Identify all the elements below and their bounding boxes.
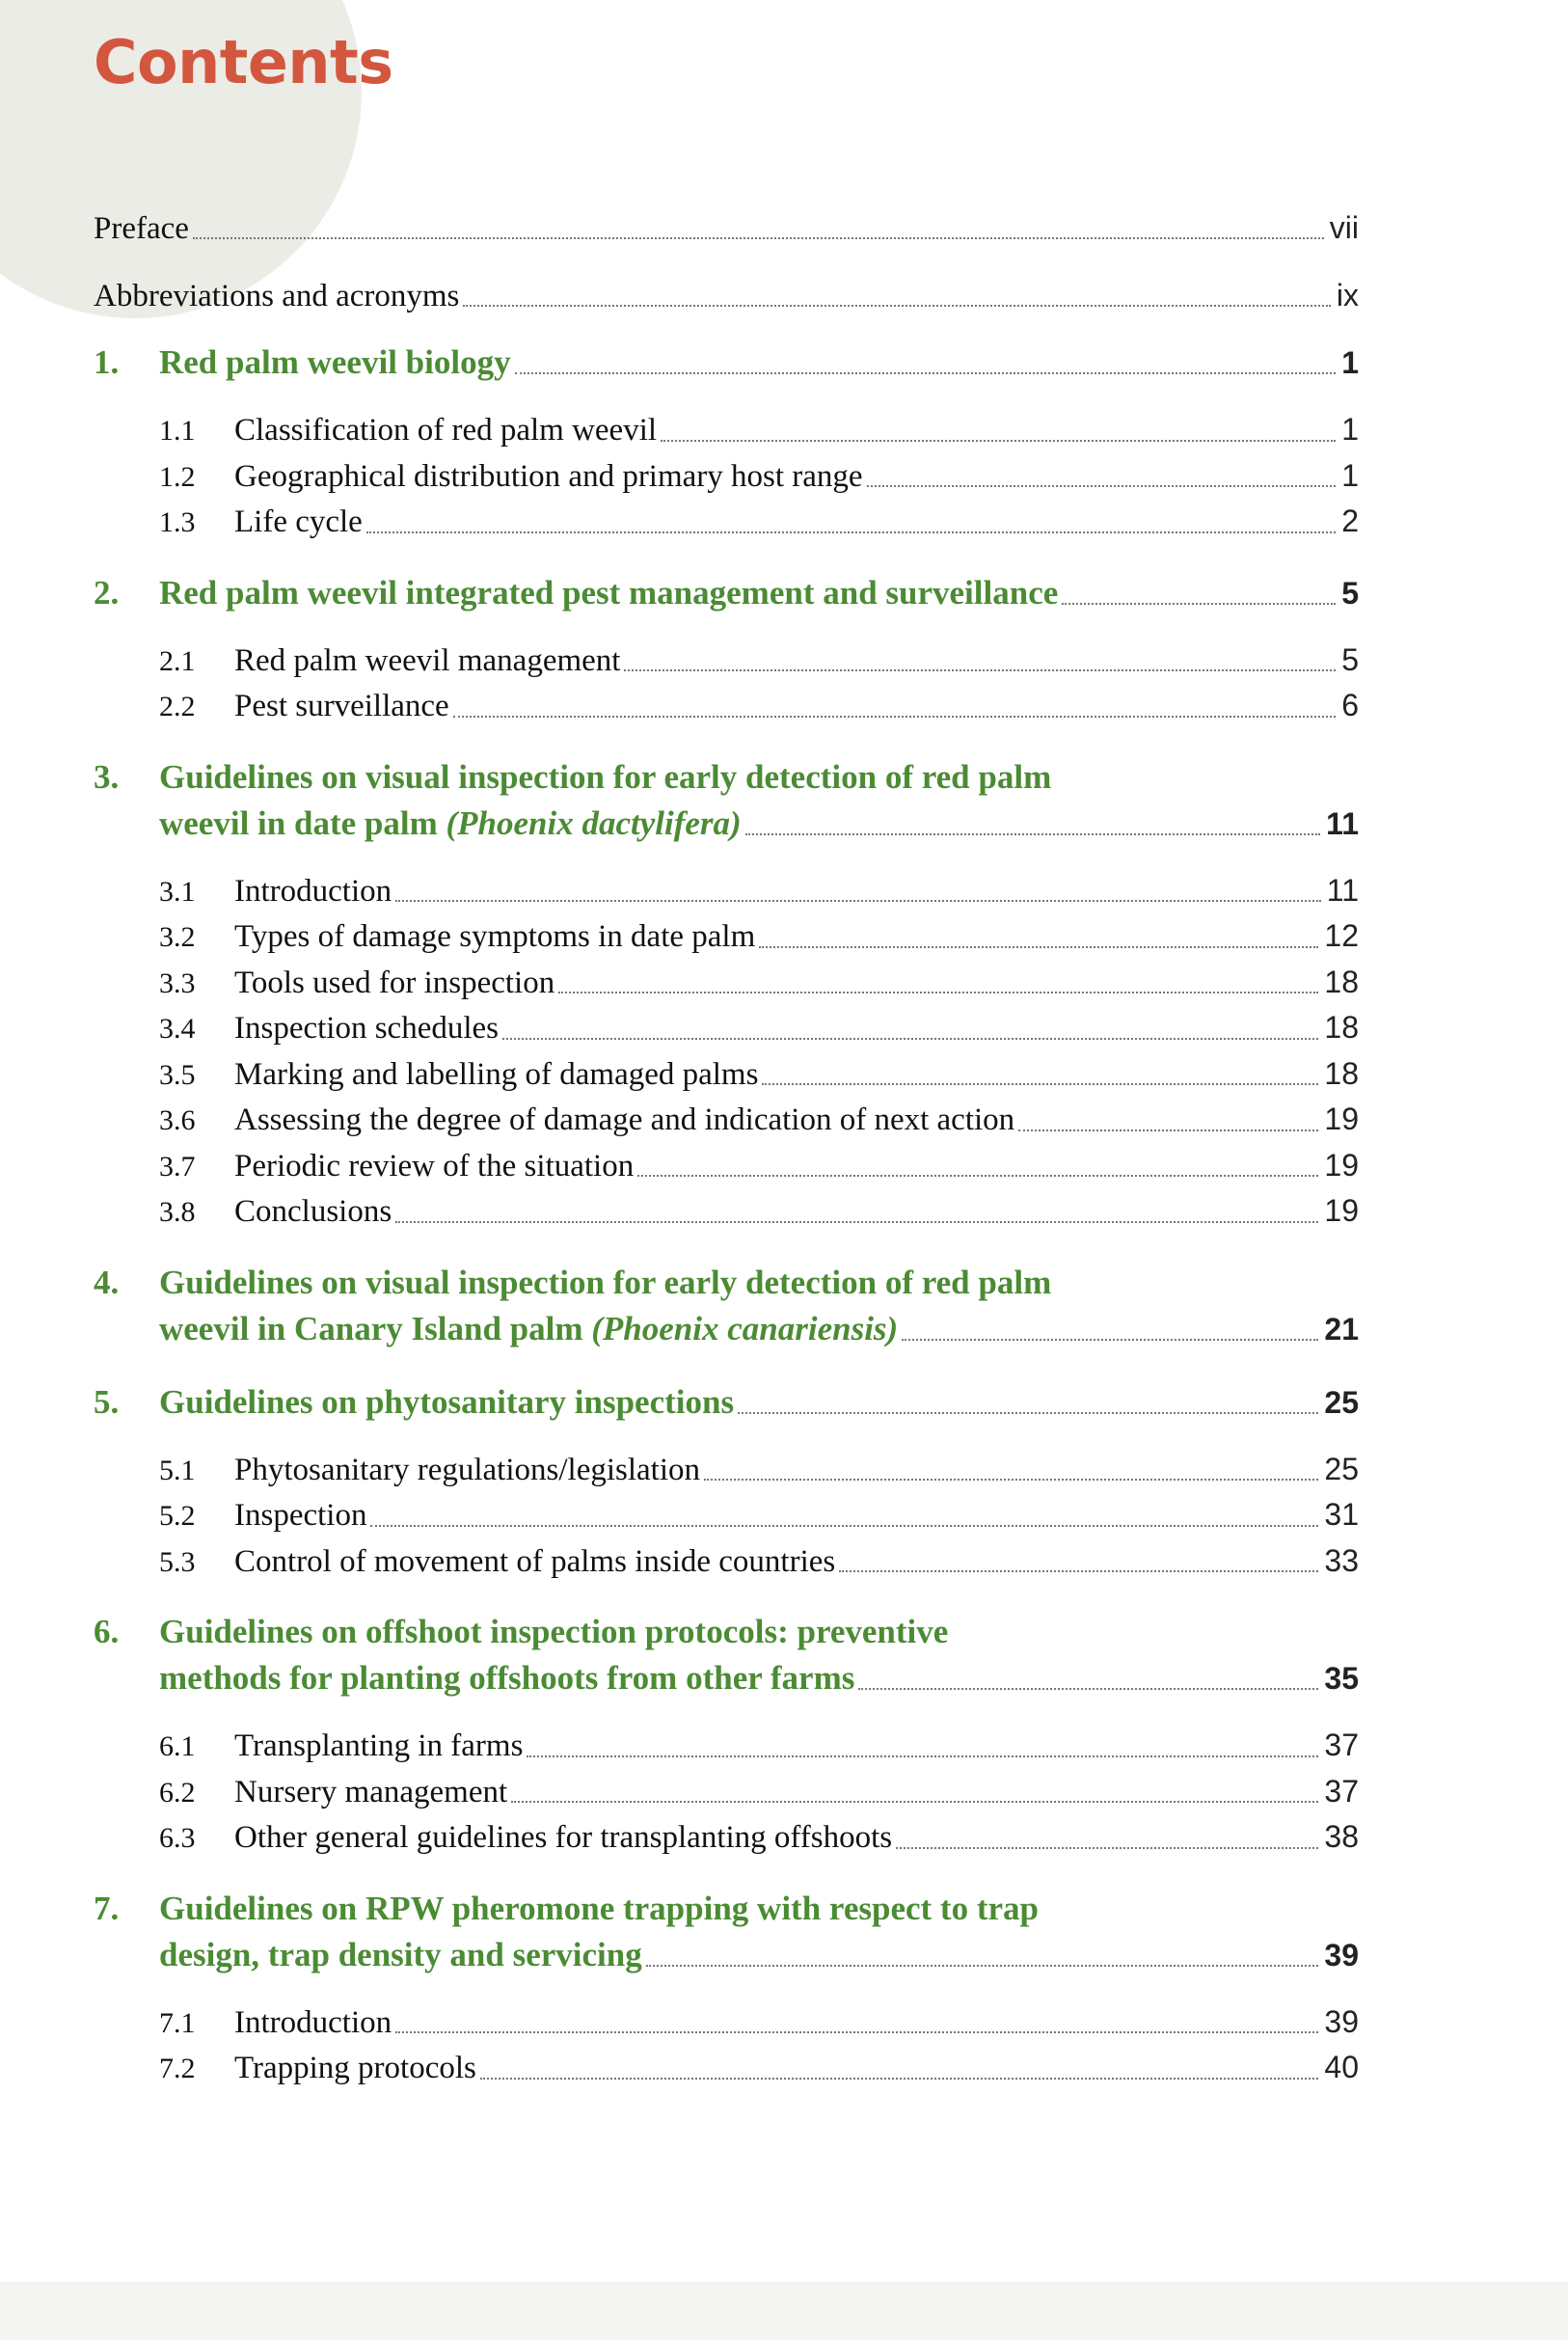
toc-page-number: 38 bbox=[1324, 1819, 1359, 1854]
toc-chapter-block bbox=[94, 754, 1359, 1235]
section-label bbox=[159, 500, 363, 546]
chapter-title-text: Red palm weevil biology bbox=[159, 343, 511, 381]
section-number: 1.3 bbox=[159, 506, 196, 538]
dot-leader bbox=[366, 531, 1336, 533]
toc-chapter-block bbox=[94, 570, 1359, 729]
toc-page-number: 1 bbox=[1341, 345, 1359, 380]
toc-page-number: 19 bbox=[1324, 1193, 1359, 1228]
dot-leader bbox=[527, 1755, 1318, 1757]
section-label bbox=[159, 1770, 507, 1816]
section-label bbox=[159, 961, 554, 1007]
dot-leader bbox=[395, 2031, 1318, 2033]
toc-section-entry[interactable] bbox=[159, 2000, 1359, 2046]
toc-section-entry[interactable] bbox=[159, 407, 1359, 453]
toc-section-entry[interactable] bbox=[159, 1005, 1359, 1051]
dot-leader bbox=[661, 440, 1336, 442]
toc-page-number: 37 bbox=[1324, 1728, 1359, 1762]
dot-leader bbox=[839, 1570, 1318, 1572]
section-number: 3.2 bbox=[159, 921, 196, 953]
toc-page-number: 11 bbox=[1326, 872, 1359, 908]
toc-section-entry[interactable] bbox=[159, 453, 1359, 500]
dot-leader bbox=[193, 237, 1324, 239]
section-number: 3.6 bbox=[159, 1104, 196, 1136]
section-number: 6.3 bbox=[159, 1822, 196, 1854]
section-number: 5.3 bbox=[159, 1545, 196, 1578]
dot-leader bbox=[704, 1479, 1318, 1481]
toc-page-number: 19 bbox=[1324, 1147, 1359, 1183]
dot-leader bbox=[395, 900, 1321, 902]
toc-page-number: ix bbox=[1336, 278, 1359, 313]
toc-chapter-entry[interactable] bbox=[94, 340, 1359, 386]
toc-section-entry[interactable] bbox=[159, 868, 1359, 914]
chapter-title bbox=[94, 1379, 734, 1426]
toc-front-entry[interactable] bbox=[94, 272, 1359, 318]
section-title-text: Introduction bbox=[234, 2004, 392, 2040]
toc-section-list bbox=[94, 638, 1359, 729]
section-number: 6.2 bbox=[159, 1776, 196, 1809]
section-label bbox=[159, 1815, 892, 1862]
toc-chapter-entry[interactable] bbox=[94, 1260, 1359, 1352]
chapter-title-line2 bbox=[94, 1306, 1359, 1352]
section-label bbox=[159, 2046, 476, 2092]
toc-chapter-block bbox=[94, 1379, 1359, 1585]
toc-page-number: 1 bbox=[1341, 457, 1359, 493]
toc-page-number: 18 bbox=[1324, 1055, 1359, 1091]
toc-entry-label: Preface bbox=[94, 211, 189, 246]
toc-section-list bbox=[94, 1447, 1359, 1585]
toc-section-entry[interactable] bbox=[159, 1814, 1359, 1861]
section-number: 3.4 bbox=[159, 1013, 196, 1045]
section-title-text: Other general guidelines for transplanting offshoots bbox=[234, 1820, 893, 1855]
chapter-title-text: Guidelines on RPW pheromone trapping with respect to trap bbox=[159, 1889, 1039, 1927]
section-label bbox=[159, 1189, 392, 1236]
section-number: 7.1 bbox=[159, 2006, 196, 2039]
chapter-number: 2. bbox=[94, 573, 120, 612]
section-label bbox=[159, 914, 755, 961]
toc-section-entry[interactable] bbox=[159, 1143, 1359, 1189]
section-label bbox=[159, 1098, 1014, 1144]
section-label bbox=[159, 1006, 499, 1052]
toc-chapter-entry[interactable] bbox=[94, 1609, 1359, 1701]
toc-section-list bbox=[94, 868, 1359, 1235]
chapter-title-species: (Phoenix dactylifera) bbox=[446, 803, 742, 842]
toc-section-entry[interactable] bbox=[159, 1447, 1359, 1493]
section-title-text: Tools used for inspection bbox=[234, 965, 555, 1000]
toc-chapter-block bbox=[94, 1609, 1359, 1861]
section-title-text: Geographical distribution and primary host range bbox=[234, 458, 863, 494]
section-title-text: Control of movement of palms inside countries bbox=[234, 1543, 836, 1579]
section-label bbox=[159, 408, 657, 454]
dot-leader bbox=[395, 1221, 1318, 1223]
dot-leader bbox=[637, 1175, 1318, 1177]
toc-chapter-entry[interactable] bbox=[94, 754, 1359, 847]
dot-leader bbox=[902, 1339, 1318, 1341]
section-number: 1.2 bbox=[159, 460, 196, 493]
section-number: 2.2 bbox=[159, 691, 196, 722]
toc-page-number: 33 bbox=[1324, 1542, 1359, 1578]
dot-leader bbox=[646, 1965, 1319, 1967]
section-label bbox=[159, 684, 449, 730]
chapter-title-line2 bbox=[94, 1655, 1359, 1701]
toc-front-entry[interactable] bbox=[94, 204, 1359, 251]
toc-section-entry[interactable] bbox=[159, 913, 1359, 960]
section-label bbox=[159, 2000, 392, 2047]
toc-section-list bbox=[94, 407, 1359, 545]
dot-leader bbox=[624, 669, 1336, 671]
toc-page-number: 39 bbox=[1324, 1937, 1359, 1973]
section-number: 1.1 bbox=[159, 415, 196, 447]
section-number: 3.1 bbox=[159, 875, 196, 908]
toc-page-number: 21 bbox=[1324, 1311, 1359, 1347]
section-title-text: Periodic review of the situation bbox=[234, 1148, 635, 1184]
section-title-text: Assessing the degree of damage and indication of next action bbox=[234, 1102, 1015, 1137]
dot-leader bbox=[558, 992, 1318, 993]
section-title-text: Life cycle bbox=[234, 504, 363, 539]
chapter-number: 5. bbox=[94, 1382, 120, 1421]
dot-leader bbox=[762, 1083, 1318, 1085]
section-number: 3.7 bbox=[159, 1150, 196, 1183]
dot-leader bbox=[1062, 603, 1336, 605]
dot-leader bbox=[463, 305, 1330, 307]
chapter-title bbox=[94, 340, 511, 386]
section-title-text: Pest surveillance bbox=[234, 689, 449, 723]
toc-section-entry[interactable] bbox=[159, 1051, 1359, 1098]
section-number: 6.1 bbox=[159, 1730, 196, 1762]
chapter-title-text: Guidelines on offshoot inspection protocols: preventive bbox=[159, 1613, 949, 1650]
toc-section-list bbox=[94, 2000, 1359, 2091]
dot-leader bbox=[759, 946, 1318, 948]
section-number: 7.2 bbox=[159, 2053, 196, 2084]
chapter-title-continued bbox=[159, 1932, 642, 1978]
section-title-text: Trapping protocols bbox=[234, 2051, 476, 2085]
section-title-text: Conclusions bbox=[234, 1194, 392, 1229]
toc-page-number: 18 bbox=[1324, 1010, 1359, 1045]
toc-page-number: 11 bbox=[1326, 805, 1359, 841]
toc-section-entry[interactable] bbox=[159, 1188, 1359, 1235]
chapter-title-continued bbox=[159, 1655, 854, 1701]
toc-page-number: 1 bbox=[1341, 412, 1359, 447]
section-label bbox=[159, 1539, 835, 1586]
dot-leader bbox=[370, 1525, 1318, 1527]
toc-section-entry[interactable] bbox=[159, 960, 1359, 1006]
table-of-contents bbox=[94, 204, 1359, 2091]
chapter-title-text: weevil in Canary Island palm bbox=[159, 1309, 583, 1347]
dot-leader bbox=[453, 716, 1337, 718]
toc-chapter-entry[interactable] bbox=[94, 570, 1359, 616]
chapter-title-line1 bbox=[94, 1609, 1359, 1655]
section-label bbox=[159, 639, 620, 685]
chapter-title-text: Guidelines on visual inspection for early detection of red palm bbox=[159, 757, 1052, 796]
section-label bbox=[159, 1448, 700, 1494]
toc-chapter-block bbox=[94, 1886, 1359, 2091]
toc-chapter-block bbox=[94, 340, 1359, 545]
section-title-text: Classification of red palm weevil bbox=[234, 413, 658, 448]
section-title-text: Inspection bbox=[234, 1498, 367, 1533]
chapter-number: 1. bbox=[94, 343, 120, 381]
chapter-title-species: (Phoenix canariensis) bbox=[591, 1309, 899, 1347]
toc-section-entry[interactable] bbox=[159, 683, 1359, 729]
section-label bbox=[159, 869, 392, 915]
section-number: 2.1 bbox=[159, 644, 196, 677]
toc-chapter-block bbox=[94, 1260, 1359, 1352]
toc-page-number: 37 bbox=[1324, 1773, 1359, 1809]
toc-section-entry[interactable] bbox=[159, 499, 1359, 545]
chapter-title-line1 bbox=[94, 1260, 1359, 1306]
chapter-title-text: Red palm weevil integrated pest management and surveillance bbox=[159, 573, 1059, 612]
section-title-text: Marking and labelling of damaged palms bbox=[234, 1056, 759, 1092]
dot-leader bbox=[745, 833, 1321, 835]
toc-section-entry[interactable] bbox=[159, 638, 1359, 684]
section-number: 5.2 bbox=[159, 1500, 196, 1532]
section-label bbox=[159, 1052, 758, 1099]
toc-section-list bbox=[94, 1723, 1359, 1861]
toc-page-number: 12 bbox=[1324, 918, 1359, 953]
section-title-text: Nursery management bbox=[234, 1774, 508, 1809]
dot-leader bbox=[738, 1412, 1318, 1414]
toc-page-number: 35 bbox=[1324, 1661, 1359, 1696]
dot-leader bbox=[1018, 1129, 1318, 1131]
chapter-title-line1 bbox=[94, 754, 1359, 801]
section-title-text: Phytosanitary regulations/legislation bbox=[234, 1452, 701, 1487]
toc-section-entry[interactable] bbox=[159, 1492, 1359, 1538]
toc-chapter-entry[interactable] bbox=[94, 1379, 1359, 1426]
section-label bbox=[159, 1144, 634, 1190]
toc-page-number: vii bbox=[1329, 210, 1359, 245]
section-number: 3.8 bbox=[159, 1196, 196, 1228]
toc-page-number: 18 bbox=[1324, 964, 1359, 999]
chapter-title bbox=[94, 570, 1058, 616]
section-title-text: Introduction bbox=[234, 873, 392, 909]
section-title-text: Transplanting in farms bbox=[234, 1728, 524, 1763]
chapter-title-text: design, trap density and servicing bbox=[159, 1935, 642, 1973]
toc-section-entry[interactable] bbox=[159, 1538, 1359, 1585]
dot-leader bbox=[896, 1847, 1318, 1849]
toc-section-entry[interactable] bbox=[159, 1723, 1359, 1769]
chapter-title-text: weevil in date palm bbox=[159, 803, 438, 842]
dot-leader bbox=[511, 1801, 1318, 1803]
dot-leader bbox=[480, 2078, 1319, 2080]
dot-leader bbox=[515, 372, 1337, 374]
toc-section-entry[interactable] bbox=[159, 2045, 1359, 2091]
toc-chapter-entry[interactable] bbox=[94, 1886, 1359, 1978]
toc-page-number: 2 bbox=[1341, 503, 1359, 538]
chapter-number: 4. bbox=[94, 1263, 120, 1301]
toc-page-number: 31 bbox=[1324, 1497, 1359, 1532]
dot-leader bbox=[858, 1688, 1318, 1690]
section-title-text: Inspection schedules bbox=[234, 1011, 500, 1046]
chapter-number: 6. bbox=[94, 1613, 120, 1650]
chapter-title-line2 bbox=[94, 801, 1359, 847]
toc-entry-label: Abbreviations and acronyms bbox=[94, 279, 460, 313]
chapter-title-line2 bbox=[94, 1932, 1359, 1978]
chapter-number: 7. bbox=[94, 1889, 120, 1927]
toc-page-number: 19 bbox=[1324, 1102, 1359, 1136]
section-number: 3.3 bbox=[159, 966, 196, 999]
toc-section-entry[interactable] bbox=[159, 1769, 1359, 1815]
dot-leader bbox=[502, 1038, 1318, 1040]
toc-page-number: 5 bbox=[1341, 641, 1359, 677]
section-title-text: Red palm weevil management bbox=[234, 642, 621, 678]
section-title-text: Types of damage symptoms in date palm bbox=[234, 919, 756, 954]
chapter-title-continued bbox=[159, 801, 742, 847]
toc-page-number: 25 bbox=[1324, 1451, 1359, 1486]
toc-page-number: 39 bbox=[1324, 2003, 1359, 2039]
toc-page-number: 40 bbox=[1324, 2050, 1359, 2084]
chapter-title-text: Guidelines on visual inspection for early detection of red palm bbox=[159, 1263, 1052, 1301]
chapter-title-text: methods for planting offshoots from other farms bbox=[159, 1659, 855, 1697]
page-title: Contents bbox=[94, 27, 393, 97]
page-bottom-band bbox=[0, 2282, 1568, 2340]
toc-page-number: 6 bbox=[1341, 688, 1359, 722]
section-label bbox=[159, 1724, 523, 1770]
section-number: 5.1 bbox=[159, 1454, 196, 1486]
toc-section-entry[interactable] bbox=[159, 1097, 1359, 1143]
chapter-number: 3. bbox=[94, 757, 120, 796]
dot-leader bbox=[867, 485, 1337, 487]
toc-page-number: 5 bbox=[1341, 575, 1359, 611]
toc-page-number: 25 bbox=[1324, 1384, 1359, 1420]
chapter-title-continued bbox=[159, 1306, 898, 1352]
section-label bbox=[159, 1493, 366, 1539]
chapter-title-text: Guidelines on phytosanitary inspections bbox=[159, 1382, 735, 1421]
section-label bbox=[159, 454, 863, 501]
chapter-title-line1 bbox=[94, 1886, 1359, 1932]
section-number: 3.5 bbox=[159, 1058, 196, 1091]
